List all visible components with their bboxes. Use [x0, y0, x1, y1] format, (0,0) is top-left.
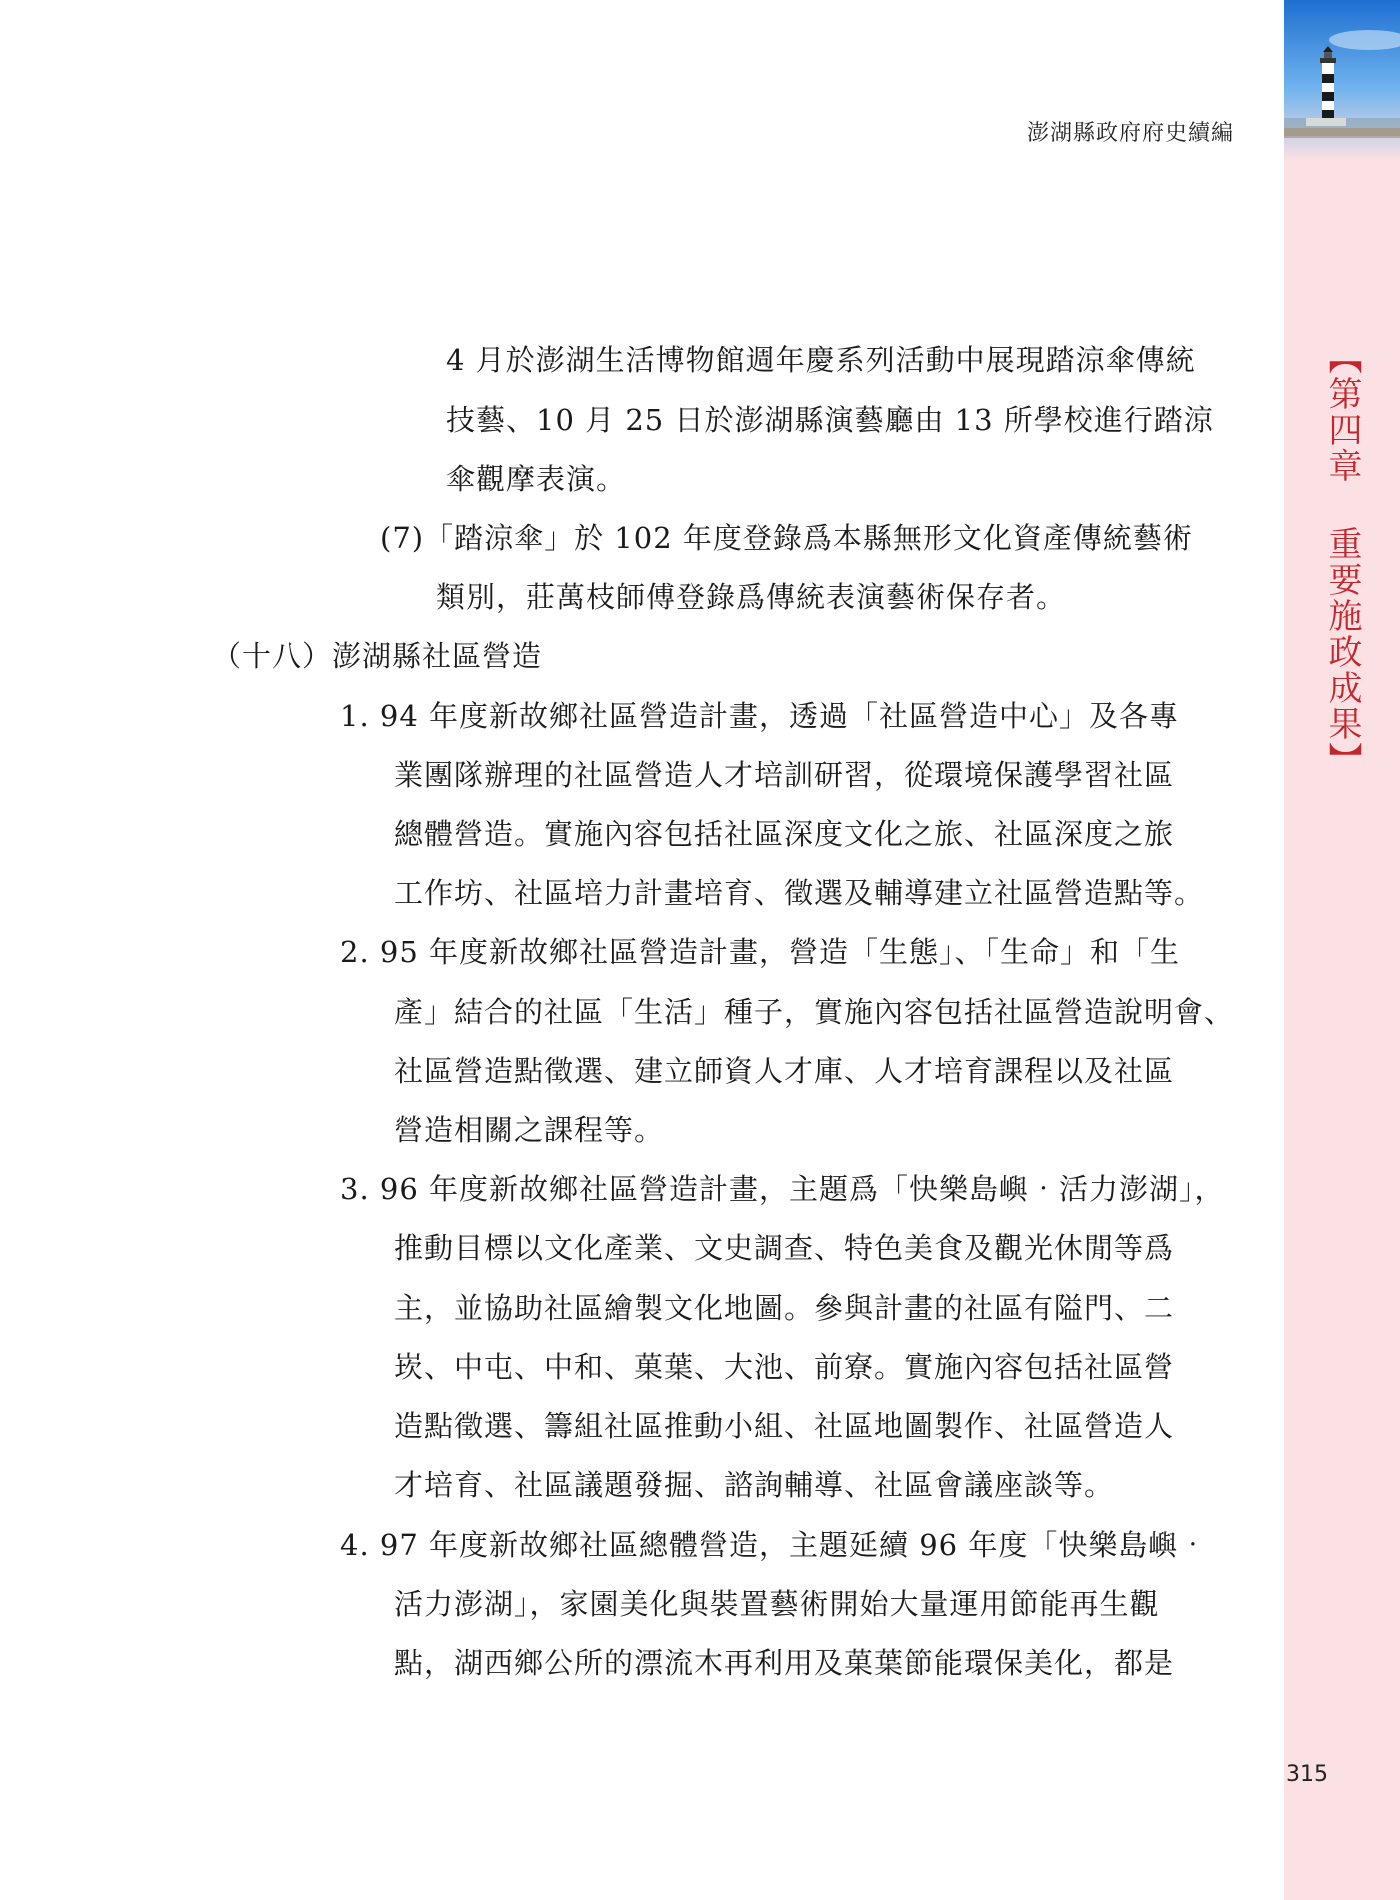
body-line: 活力澎湖」，家園美化與裝置藝術開始大量運用節能再生觀 — [394, 1587, 1160, 1621]
list-item: 2. 95 年度新故鄉社區營造計畫，營造「生態」、「生命」和「生 — [340, 935, 1181, 969]
chapter-tab: 【第四章 重要施政成果】 — [1322, 340, 1362, 778]
page-number: 315 — [1286, 1762, 1328, 1787]
body-line: 點，湖西鄉公所的漂流木再利用及菓葉節能環保美化，都是 — [394, 1646, 1175, 1680]
body-line: 總體營造。實施內容包括社區深度文化之旅、社區深度之旅 — [394, 817, 1175, 851]
list-item: 4. 97 年度新故鄉社區總體營造，主題延續 96 年度「快樂島嶼‧ — [340, 1528, 1209, 1562]
body-line: 造點徵選、籌組社區推動小組、社區地圖製作、社區營造人 — [394, 1409, 1175, 1443]
body-line: (7)「踏涼傘」於 102 年度登錄爲本縣無形文化資產傳統藝術 — [380, 521, 1193, 555]
body-line: 營造相關之課程等。 — [394, 1113, 665, 1147]
body-line: 傘觀摩表演。 — [446, 462, 627, 496]
list-item: 3. 96 年度新故鄉社區營造計畫，主題爲「快樂島嶼‧活力澎湖」， — [340, 1172, 1225, 1206]
body-line: 才培育、社區議題發掘、諮詢輔導、社區會議座談等。 — [394, 1468, 1115, 1502]
body-line: 主，並協助社區繪製文化地圖。參與計畫的社區有隘門、二 — [394, 1291, 1175, 1325]
body-line: 業團隊辦理的社區營造人才培訓研習，從環境保護學習社區 — [394, 758, 1175, 792]
body-line: 技藝、10 月 25 日於澎湖縣演藝廳由 13 所學校進行踏涼 — [446, 403, 1214, 437]
body-line: 工作坊、社區培力計畫培育、徵選及輔導建立社區營造點等。 — [394, 876, 1205, 910]
body-line: 類別，莊萬枝師傅登錄爲傳統表演藝術保存者。 — [436, 580, 1067, 614]
running-title: 澎湖縣政府府史續編 — [1026, 121, 1234, 146]
lighthouse-photo — [1284, 0, 1400, 160]
body-line: 產」結合的社區「生活」種子，實施內容包括社區營造說明會、 — [394, 995, 1235, 1029]
side-band — [1284, 0, 1400, 1900]
list-item: 1. 94 年度新故鄉社區營造計畫，透過「社區營造中心」及各專 — [340, 699, 1180, 733]
body-line: 崁、中屯、中和、菓葉、大池、前寮。實施內容包括社區營 — [394, 1350, 1175, 1384]
section-heading: （十八）澎湖縣社區營造 — [212, 639, 543, 673]
body-line: 推動目標以文化產業、文史調查、特色美食及觀光休閒等爲 — [394, 1231, 1175, 1265]
body-line: 社區營造點徵選、建立師資人才庫、人才培育課程以及社區 — [394, 1054, 1175, 1088]
body-line: 4 月於澎湖生活博物館週年慶系列活動中展現踏涼傘傳統 — [446, 343, 1196, 377]
